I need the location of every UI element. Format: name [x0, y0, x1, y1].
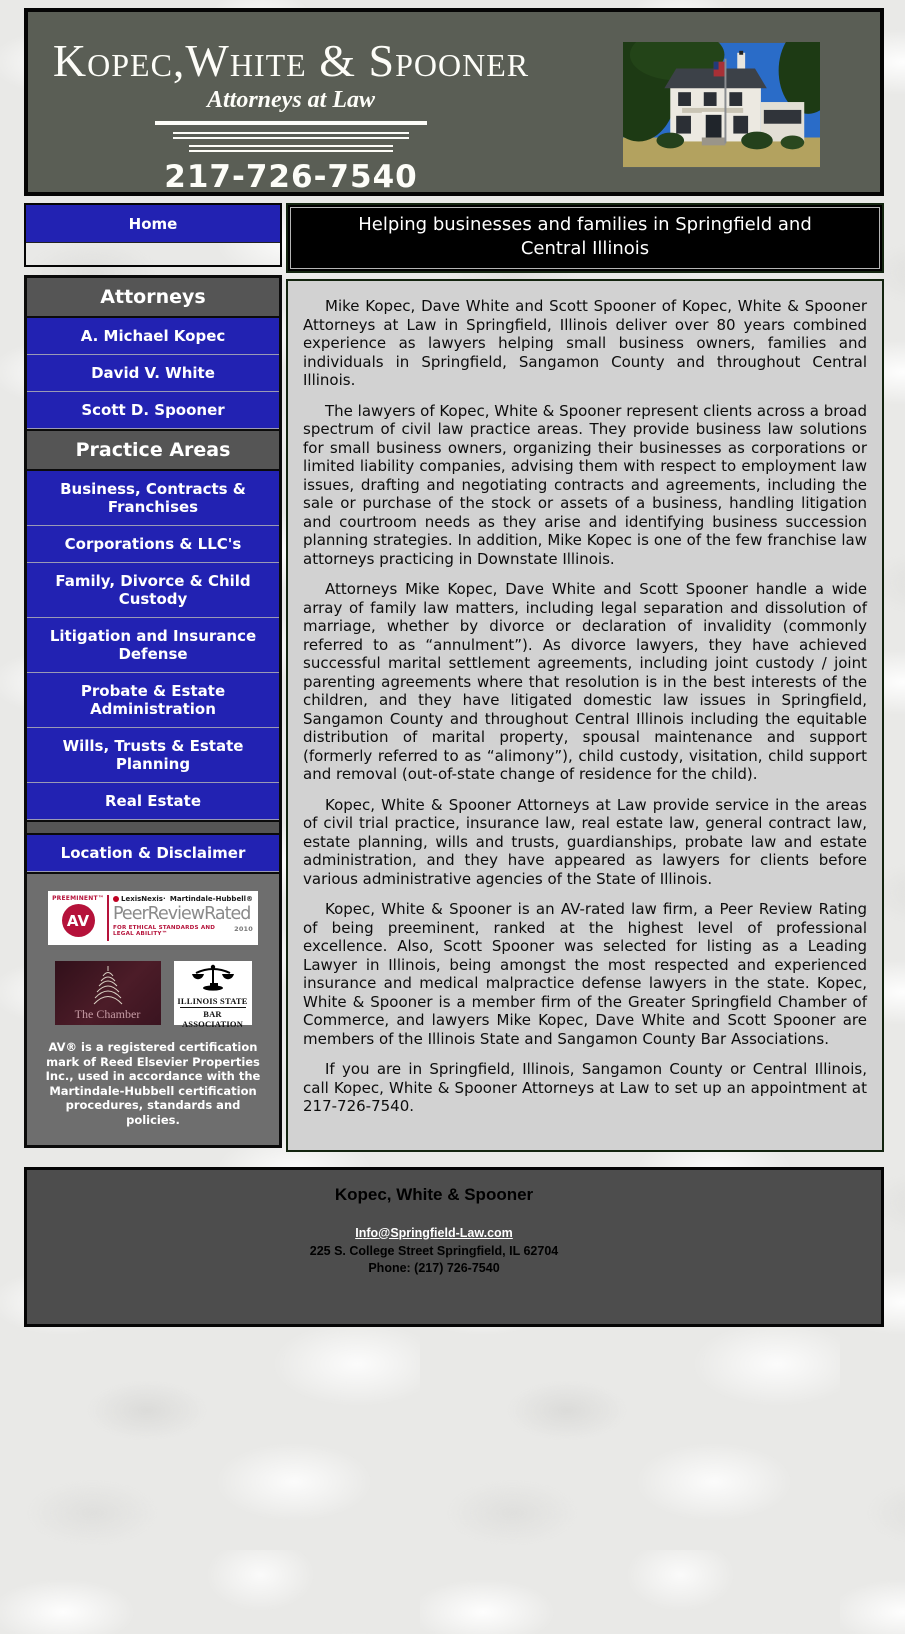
footer-firm-name: Kopec, White & Spooner: [334, 1184, 534, 1204]
av-badge-right: [113, 895, 253, 941]
site-header: [24, 8, 884, 196]
lexisnexis-label: LexisNexis·: [113, 895, 166, 903]
av-ethics-subtext: FOR ETHICAL STANDARDS AND LEGAL ABILITY™: [113, 925, 216, 938]
office-building-photo: [623, 42, 820, 168]
rule-line: [189, 145, 393, 147]
av-peer-review-badge: [48, 891, 258, 945]
header-phone-number: 217-726-7540: [164, 159, 418, 195]
menu-spacer-bar: [27, 820, 279, 835]
body-paragraph: Attorneys Mike Kopec, Dave White and Scott Spooner handle a wide array of family law matters, including legal separation and dissolution of marriage, whether by divorce or declaration of invalidity (commonly referred to as “annulment”). As divorce lawyers, they have achieved successful marital settlement agreements, including joint custody / joint parenting agreements where that resolution is in the best interests of the children, and they have litigated domestic law issues in Springfield, Sangamon County and throughout Central Illinois including the equitable distribution of marital property, spousal maintenance and support (formerly referred to as “alimony”), child custody, visitation, child support and removal (out-of-state change of residence for the child).: [303, 580, 867, 783]
chamber-of-commerce-badge: [55, 961, 161, 1025]
article-body: [286, 279, 884, 1152]
nav-attorney-kopec[interactable]: A. Michael Kopec: [27, 318, 279, 355]
main-column: [286, 203, 884, 1152]
av-badge-divider: [107, 895, 109, 941]
brand-block: [52, 35, 530, 195]
rule-line: [155, 121, 427, 125]
footer-email-link[interactable]: Info@Springfield-Law.com: [355, 1225, 513, 1240]
nav-attorney-spooner[interactable]: Scott D. Spooner: [27, 392, 279, 429]
chamber-dome-icon: [88, 964, 128, 1008]
isba-divider-line: [180, 1007, 246, 1008]
rule-line: [189, 150, 393, 152]
badge-panel: [27, 872, 279, 1145]
headline-text: Helping businesses and families in Springfield and Central Illinois: [358, 214, 812, 259]
footer-address: 225 S. College Street Springfield, IL 62704: [309, 1243, 559, 1258]
av-badge-left: [53, 895, 103, 941]
sidebar: [24, 203, 282, 1148]
peer-review-rated-label: PeerReviewRated: [113, 904, 251, 924]
chamber-label: The Chamber: [74, 1007, 141, 1021]
headline-banner: [286, 203, 884, 273]
av-disclaimer-text: AV® is a registered certification mark of Reed Elsevier Properties Inc., used in accordance with the Martindale-Hubbell certification procedures, standards and policies.: [45, 1040, 261, 1127]
nav-real-estate[interactable]: Real Estate: [27, 783, 279, 820]
martindale-hubbell-label: Martindale-Hubbell®: [169, 895, 253, 903]
nav-location-disclaimer[interactable]: Location & Disclaimer: [27, 835, 279, 872]
menu-header-practice-areas: Practice Areas: [27, 429, 279, 471]
nav-home[interactable]: Home: [26, 205, 280, 243]
av-preeminent-label: PREEMINENT™: [52, 895, 104, 902]
body-paragraph: Mike Kopec, Dave White and Scott Spooner of Kopec, White & Spooner Attorneys at Law in Springfield, Illinois deliver over 80 years combined experience as lawyers helping small business owners, families and individuals in Springfield, Sangamon County and throughout Central Illinois.: [303, 297, 867, 389]
rule-line: [173, 132, 409, 134]
nav-litigation-insurance-defense[interactable]: Litigation and Insurance Defense: [27, 618, 279, 673]
home-nav-box: [24, 203, 282, 267]
isba-label-line1: ILLINOIS STATE: [177, 996, 248, 1006]
body-paragraph: Kopec, White & Spooner Attorneys at Law provide service in the areas of civil trial practice, insurance law, real estate law, general contract law, estate planning, wills and trusts, guardianships, probate law and estate administration, and they have appeared as lawyers for clients before various administrative agencies of the State of Illinois.: [303, 795, 867, 888]
av-monogram: AV: [62, 904, 95, 937]
body-paragraph: If you are in Springfield, Illinois, Sangamon County or Central Illinois, call Kopec, White & Spooner Attorneys at Law to set up an appointment at 217-726-7540.: [303, 1060, 867, 1115]
site-footer: [24, 1167, 884, 1327]
scales-of-justice-icon: [191, 964, 235, 992]
sidebar-menu: [24, 275, 282, 1148]
nav-family-divorce-custody[interactable]: Family, Divorce & Child Custody: [27, 563, 279, 618]
footer-phone: Phone: (217) 726-7540: [368, 1260, 500, 1275]
rule-line: [173, 137, 409, 139]
body-paragraph: Kopec, White & Spooner is an AV-rated law firm, a Peer Review Rating of being preeminent, ranked at the highest level of professional excellence. Also, Scott Spooner was selected for listing as a Leading Lawyer in Illinois, being amongst the most respected and experienced insurance and medical malpractice defense lawyers in the state. Kopec, White & Spooner is a member firm of the Greater Springfield Chamber of Commerce, and lawyers Mike Kopec, Dave White and Scott Spooner are members of the Illinois State and Sangamon County Bar Associations.: [303, 900, 867, 1048]
isba-label-line2: BAR ASSOCIATION: [181, 1009, 244, 1029]
lexisnexis-logo-icon: [113, 896, 119, 902]
nav-wills-trusts-estate-planning[interactable]: Wills, Trusts & Estate Planning: [27, 728, 279, 783]
nav-probate-estate-administration[interactable]: Probate & Estate Administration: [27, 673, 279, 728]
content-columns: [24, 203, 884, 1152]
body-paragraph: The lawyers of Kopec, White & Spooner represent clients across a broad spectrum of civil law practice areas. They provide business law solutions for small business owners, organizing their businesses as corporations or limited liability companies, advising them with respect to employment law issues, drafting and negotiating contracts and agreements, including the sale or purchase of the stock or assets of a business, handling litigation and courtroom needs as they arise and identifying business succession planning strategies. In addition, Mike Kopec is one of the few franchise law attorneys practicing in Downstate Illinois.: [303, 401, 867, 568]
badge-row: [37, 961, 269, 1029]
illinois-state-bar-badge: [174, 961, 252, 1029]
nav-attorney-white[interactable]: David V. White: [27, 355, 279, 392]
av-year: 2010: [234, 925, 253, 934]
nav-corporations-llcs[interactable]: Corporations & LLC's: [27, 526, 279, 563]
decorative-rules: [52, 121, 530, 152]
firm-tagline: Attorneys at Law: [206, 87, 375, 113]
firm-name: Kopec,White & Spooner: [52, 35, 530, 86]
nav-business-contracts-franchises[interactable]: Business, Contracts & Franchises: [27, 471, 279, 526]
menu-header-attorneys: Attorneys: [27, 278, 279, 318]
